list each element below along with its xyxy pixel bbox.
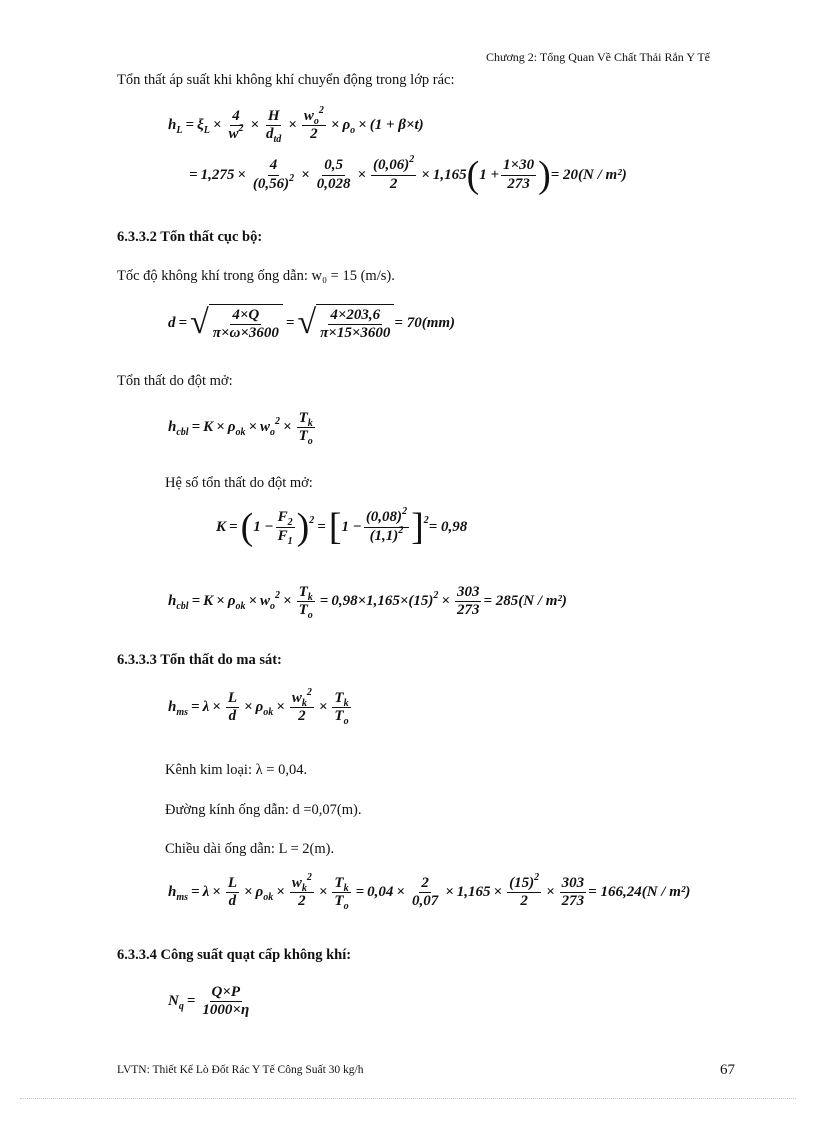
equation-hL-value: = 1,275 × $\frac{4}{(0,56)^2}$ × $\frac{0,5}{0,028}$ × $\frac{(0,06)^2}{2}$ × 1,165 ( 1 + $\frac{1\times 30}{273}$ ) = 20(N / m²) <box>189 154 627 196</box>
equation-hms-formula: $h_{ms}$ = λ × $\frac{L}{d}$ × $\rho_{ok}$ × $\frac{w_k^2}{2}$ × $\frac{T_k}{T_o}$ <box>168 687 349 728</box>
equation-hcbl-formula: $h_{cbl}$ = K × $\rho_{ok}$ × $w_o^2$ × $\frac{T_k}{T_o}$ <box>168 410 313 448</box>
intro-text: Tổn thất áp suất khi không khí chuyển động trong lớp rác: <box>117 72 455 88</box>
page-bottom-divider <box>20 1098 796 1099</box>
equation-hcbl-value: $h_{cbl}$ = K × $\rho_{ok}$ × $w_o^2$ × $\frac{T_k}{T_o}$ = $0,98\times 1,165\times(15)^2$ × $\frac{303}{273}$ = 285(N / m²) <box>168 584 567 622</box>
section-heading-6-3-3-3: 6.3.3.3 Tổn thất do ma sát: <box>117 652 282 668</box>
section-heading-6-3-3-2: 6.3.3.2 Tổn thất cục bộ: <box>117 229 263 245</box>
length-text: Chiều dài ống dẫn: L = 2(m). <box>165 841 335 857</box>
equation-power: $N_q$ = $\frac{Q\times P}{1000\times\eta}$ <box>168 984 250 1019</box>
equation-diameter: d = √ $\frac{4\times Q}{\pi\times\omega\times 3600}$ = √ $\frac{4\times 203,6}{\pi\times 15\times 3600}$ = 70(mm) <box>168 304 456 342</box>
equation-hL-formula: $h_L$ = $\xi_L$ × $\frac{4}{w^2}$ × $\frac{H}{d_{td}}$ × $\frac{w_o^2}{2}$ × $\rho_o$ × (1 + β×t) <box>168 105 424 146</box>
channel-text: Kênh kim loại: λ = 0,04. <box>165 762 308 778</box>
diameter-text: Đường kính ống dẫn: d =0,07(m). <box>165 802 362 818</box>
equation-hcbl-result: = 285(N / m²) <box>483 593 567 610</box>
velocity-text: Tốc độ không khí trong ống dẫn: w₀ = 15 (m/s). <box>117 268 395 284</box>
equation-K-result: = 0,98 <box>428 518 468 535</box>
equation-hL-result: = 20(N / m²) <box>550 166 627 183</box>
footer-thesis-title: LVTN: Thiết Kế Lò Đốt Rác Y Tế Công Suất 30 kg/h <box>117 1064 364 1076</box>
equation-hms-value: $h_{ms}$ = λ × $\frac{L}{d}$ × $\rho_{ok}$ × $\frac{w_k^2}{2}$ × $\frac{T_k}{T_o}$ = 0,04 × $\frac{2}{0,07}$ × 1,165 × $\frac{(15)^2}{2}$ × $\frac{303}{273}$ = 166,24(N / m²) <box>168 872 691 913</box>
running-header: Chương 2: Tổng Quan Về Chất Thải Rắn Y Tế <box>485 50 710 64</box>
equation-diameter-result: = 70(mm) <box>394 314 456 331</box>
equation-K: K = ( 1 − $\frac{F_2}{F_1}$ ) 2 = [ 1 − $\frac{(0,08)^2}{(1,1)^2}$ ] 2 = 0,98 <box>216 506 468 548</box>
page-number: 67 <box>720 1062 735 1078</box>
section-heading-6-3-3-4: 6.3.3.4 Công suất quạt cấp không khí: <box>117 947 352 963</box>
equation-hms-result: = 166,24(N / m²) <box>588 884 691 901</box>
sudden-open-text: Tổn thất do đột mở: <box>117 373 233 389</box>
coef-text: Hệ số tổn thất do đột mở: <box>165 475 313 491</box>
